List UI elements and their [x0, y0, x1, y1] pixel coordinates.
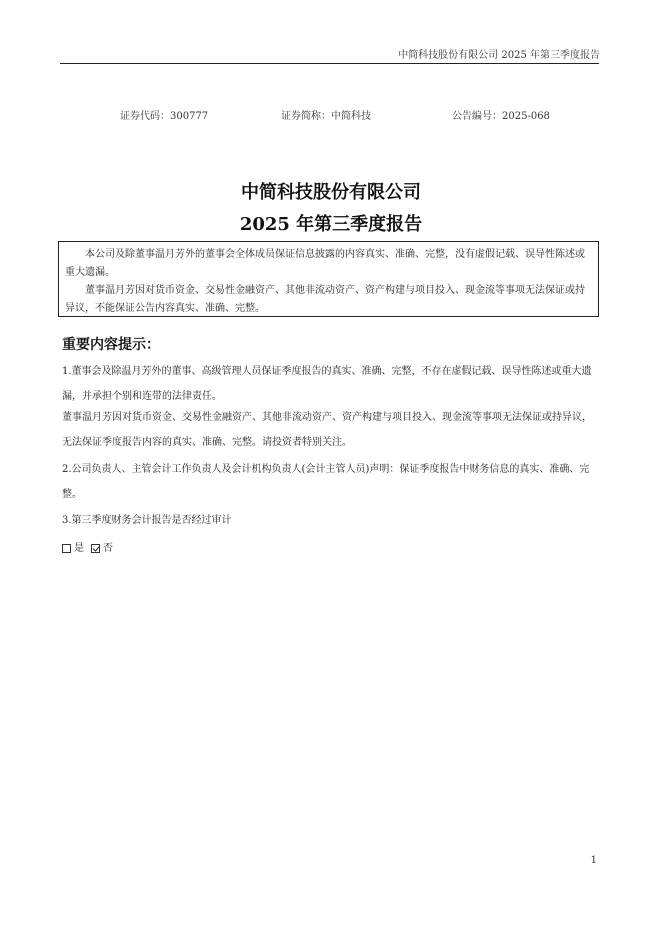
notice-item-1-dissent: 董事温月芳因对货币资金、交易性金融资产、其他非流动资产、资产构建与项目投入、现金流等事项无法保证或持异议，无法保证季度报告内容的真实、准确、完整。请投资者特别关注。	[62, 412, 592, 448]
stock-code: 证券代码：300777	[120, 111, 209, 122]
audit-options	[62, 536, 600, 561]
notice-item-3: 3.第三季度财务会计报告是否经过审计	[62, 515, 232, 526]
yes-checkbox[interactable]	[62, 544, 71, 553]
no-label: 否	[103, 543, 113, 554]
statement-paragraph-1: 本公司及除董事温月芳外的董事会全体成员保证信息披露的内容真实、准确、完整，没有虚假记载、误导性陈述或重大遗漏。	[65, 249, 585, 278]
notice-number: 公告编号：2025-068	[452, 111, 550, 122]
statement-paragraph-2: 董事温月芳因对货币资金、交易性金融资产、其他非流动资产、资产构建与项目投入、现金流等事项无法保证或持异议，不能保证公告内容真实、准确、完整。	[65, 285, 585, 314]
company-title: 中简科技股份有限公司	[241, 182, 421, 203]
important-notice-heading: 重要内容提示：	[62, 337, 160, 353]
yes-label: 是	[74, 543, 84, 554]
page-number: 1	[590, 855, 597, 866]
no-checkbox-checked[interactable]	[91, 544, 100, 553]
stock-abbreviation: 证券简称：中简科技	[281, 111, 371, 122]
header-divider	[60, 63, 599, 64]
report-title: 2025 年第三季度报告	[239, 214, 423, 235]
running-header: 中简科技股份有限公司 2025 年第三季度报告	[398, 50, 600, 61]
notice-item-1: 1.董事会及除温月芳外的董事、高级管理人员保证季度报告的真实、准确、完整，不存在虚假记载、误导性陈述或重大遗漏，并承担个别和连带的法律责任。	[62, 366, 592, 402]
notice-item-2: 2.公司负责人、主管会计工作负责人及会计机构负责人(会计主管人员)声明：保证季度报告中财务信息的真实、准确、完整。	[62, 464, 590, 500]
board-statement-box	[58, 241, 599, 317]
